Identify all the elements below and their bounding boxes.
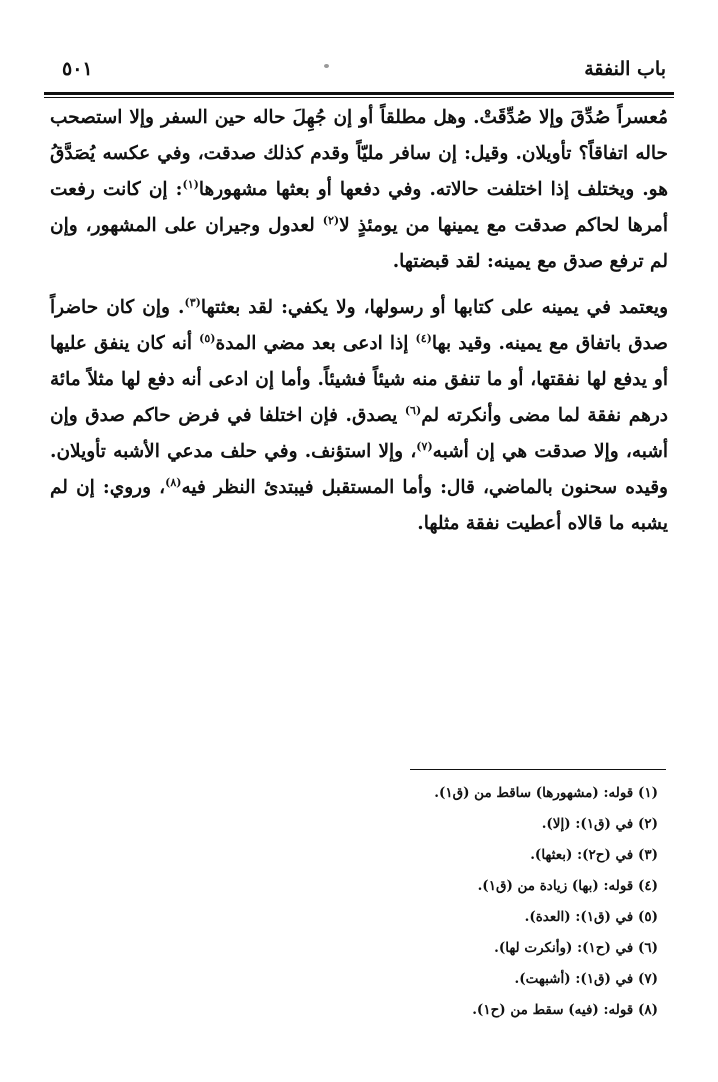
header-rule-thick — [44, 92, 674, 95]
text-segment: لعدول وجيران على المشهور، وإن لم ترفع صدق مع يمينه: لقد قبضتها. — [50, 215, 668, 272]
footnote-4: (٤) قوله: (بها) زيادة من (ق١). — [477, 878, 658, 894]
text-segment: مُعسراً صُدِّقَ وإلا صُدِّقَتْ. وهل مطلقاً أو إن جُهِلَ حاله حين السفر وإلا استصحب حاله اتفاقاً؟ تأويلان. وقيل: إن سافر مليّاً وقدم كذلك صدقت، وفي عكسه يُصَدَّقُ هو. ويختلف إذا اختلفت حالاته. وفي دفعها أو بعثها مشهورها — [50, 107, 668, 200]
text-segment: ، وإلا استؤنف. وفي حلف مدعي الأشبه تأويلان. وقيده سحنون بالماضي، قال: وأما المستقبل فيبتدئ النظر فيه — [50, 441, 668, 498]
paragraph-2 — [50, 290, 668, 542]
text-segment: أنه كان ينفق عليها أو يدفع لها نفقتها، أو ما تنفق منه شيئاً فشيئاً. وأما إن ادعى أنه دفع لها مثلاً مائة درهم نفقة لما مضى وأنكرته لم — [50, 333, 669, 426]
main-text — [50, 100, 668, 542]
text-segment: ، وروي: إن لم يشبه ما قالاه أعطيت نفقة مثلها. — [50, 477, 668, 534]
footnote-ref-2: (٢) — [322, 213, 340, 227]
footnote-1: (١) قوله: (مشهورها) ساقط من (ق١). — [434, 785, 658, 801]
text-segment: ويعتمد في يمينه على كتابها أو رسولها، ولا يكفي: لقد بعثتها — [200, 297, 668, 318]
page-number: ٥٠١ — [62, 58, 93, 80]
footnote-ref-3: (٣) — [184, 295, 201, 309]
footnote-ref-5: (٥) — [199, 331, 216, 345]
footnote-8: (٨) قوله: (فيه) سقط من (ح١). — [472, 1002, 658, 1018]
footnote-ref-1: (١) — [182, 177, 199, 191]
footnote-5: (٥) في (ق١): (العدة). — [524, 909, 658, 925]
footnote-ref-8: (٨) — [165, 475, 182, 489]
text-segment: إذا ادعى بعد مضي المدة — [215, 333, 416, 354]
text-segment: يصدق. فإن اختلفا في فرض حاكم صدق وإن أشبه، وإلا صدقت هي إن أشبه — [50, 405, 668, 462]
footnote-7: (٧) في (ق١): (أشبهت). — [514, 971, 658, 987]
footnote-ref-7: (٧) — [416, 439, 433, 453]
page-header — [52, 58, 666, 94]
footnote-ref-6: (٦) — [404, 403, 422, 417]
footnote-2: (٢) في (ق١): (إلا). — [541, 816, 658, 832]
footnote-ref-4: (٤) — [415, 331, 432, 345]
footnote-separator — [410, 769, 666, 770]
footnotes-list — [238, 778, 658, 1026]
paragraph-1 — [50, 100, 668, 280]
footnote-3: (٣) في (ح٢): (بعثها). — [530, 847, 658, 863]
header-rule-thin — [44, 97, 674, 98]
text-segment: . وإن كان حاضراً صدق باتفاق مع يمينه. وقيد بها — [50, 297, 668, 354]
text-segment: : إن كانت رفعت أمرها لحاكم صدقت مع يمينها من يومئذٍ لا — [50, 179, 668, 236]
chapter-title: باب النفقة — [584, 58, 666, 80]
footnote-6: (٦) في (ح١): (وأنكرت لها). — [494, 940, 658, 956]
print-speck — [324, 64, 329, 68]
